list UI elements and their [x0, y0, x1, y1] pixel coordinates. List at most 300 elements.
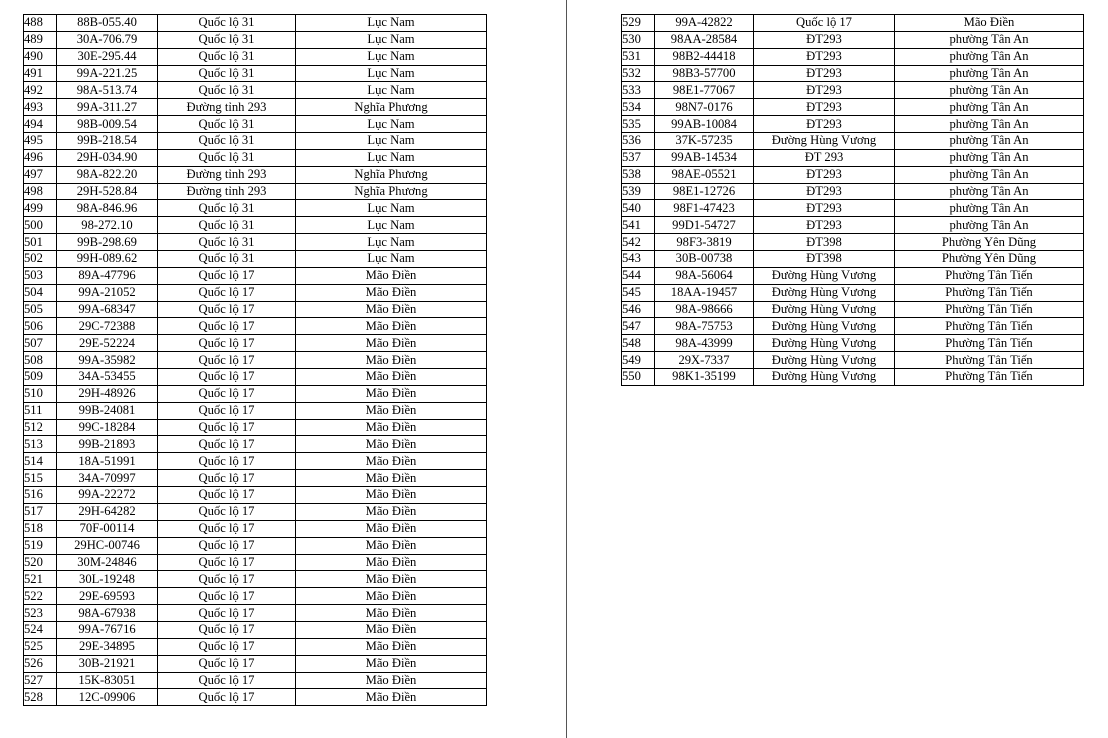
road-name-cell: Quốc lộ 17	[158, 385, 296, 402]
license-plate-cell: 29E-52224	[57, 335, 158, 352]
table-row	[622, 251, 1084, 268]
license-plate-cell: 37K-57235	[655, 133, 754, 150]
location-cell: phường Tân An	[895, 116, 1084, 133]
road-name-cell: Quốc lộ 17	[158, 335, 296, 352]
row-number-cell: 509	[24, 369, 57, 386]
road-name-cell: Quốc lộ 17	[158, 554, 296, 571]
location-cell: Mão Điền	[296, 436, 487, 453]
row-number-cell: 526	[24, 655, 57, 672]
road-name-cell: Quốc lộ 17	[158, 284, 296, 301]
row-number-cell: 534	[622, 99, 655, 116]
row-number-cell: 503	[24, 267, 57, 284]
license-plate-cell: 99A-22272	[57, 487, 158, 504]
location-cell: Mão Điền	[296, 672, 487, 689]
table-row	[24, 133, 487, 150]
location-cell: Mão Điền	[296, 638, 487, 655]
location-cell: Mão Điền	[296, 470, 487, 487]
road-name-cell: ĐT293	[754, 183, 895, 200]
table-row	[622, 166, 1084, 183]
road-name-cell: ĐT398	[754, 234, 895, 251]
road-name-cell: Quốc lộ 17	[158, 487, 296, 504]
license-plate-cell: 29H-034.90	[57, 149, 158, 166]
location-cell: Lục Nam	[296, 133, 487, 150]
road-name-cell: Quốc lộ 17	[158, 588, 296, 605]
table-row	[24, 487, 487, 504]
road-name-cell: ĐT293	[754, 31, 895, 48]
license-plate-cell: 15K-83051	[57, 672, 158, 689]
license-plate-cell: 99A-68347	[57, 301, 158, 318]
location-cell: Mão Điền	[296, 453, 487, 470]
license-plate-cell: 30L-19248	[57, 571, 158, 588]
table-row	[622, 217, 1084, 234]
table-row	[24, 402, 487, 419]
road-name-cell: ĐT 293	[754, 149, 895, 166]
location-cell: Lục Nam	[296, 82, 487, 99]
table-row	[24, 672, 487, 689]
table-row	[622, 65, 1084, 82]
row-number-cell: 493	[24, 99, 57, 116]
license-plate-cell: 88B-055.40	[57, 15, 158, 32]
road-name-cell: Quốc lộ 17	[158, 267, 296, 284]
location-cell: Phường Tân Tiến	[895, 352, 1084, 369]
road-name-cell: Quốc lộ 17	[158, 537, 296, 554]
row-number-cell: 540	[622, 200, 655, 217]
location-cell: Mão Điền	[296, 267, 487, 284]
table-row	[622, 352, 1084, 369]
license-plate-cell: 98B3-57700	[655, 65, 754, 82]
table-row	[24, 284, 487, 301]
location-cell: Mão Điền	[296, 402, 487, 419]
row-number-cell: 522	[24, 588, 57, 605]
table-row	[622, 369, 1084, 386]
row-number-cell: 528	[24, 689, 57, 706]
table-row	[24, 520, 487, 537]
row-number-cell: 491	[24, 65, 57, 82]
row-number-cell: 525	[24, 638, 57, 655]
table-row	[24, 48, 487, 65]
license-plate-cell: 29HC-00746	[57, 537, 158, 554]
table-row	[24, 537, 487, 554]
road-name-cell: Đường Hùng Vương	[754, 335, 895, 352]
row-number-cell: 524	[24, 621, 57, 638]
table-row	[24, 453, 487, 470]
table-row	[622, 48, 1084, 65]
page-divider	[566, 0, 567, 738]
table-row	[622, 183, 1084, 200]
location-cell: Lục Nam	[296, 15, 487, 32]
row-number-cell: 543	[622, 251, 655, 268]
table-row	[24, 82, 487, 99]
table-row	[24, 183, 487, 200]
road-name-cell: Quốc lộ 17	[158, 605, 296, 622]
road-name-cell: Đường Hùng Vương	[754, 369, 895, 386]
road-name-cell: ĐT293	[754, 116, 895, 133]
row-number-cell: 533	[622, 82, 655, 99]
location-cell: Phường Tân Tiến	[895, 301, 1084, 318]
location-cell: Nghĩa Phương	[296, 166, 487, 183]
location-cell: Phường Tân Tiến	[895, 369, 1084, 386]
row-number-cell: 542	[622, 234, 655, 251]
road-name-cell: Quốc lộ 17	[158, 638, 296, 655]
row-number-cell: 502	[24, 251, 57, 268]
table-row	[622, 15, 1084, 32]
road-name-cell: Đường Hùng Vương	[754, 284, 895, 301]
table-row	[24, 352, 487, 369]
location-cell: Nghĩa Phương	[296, 183, 487, 200]
road-name-cell: ĐT293	[754, 217, 895, 234]
row-number-cell: 529	[622, 15, 655, 32]
license-plate-cell: 98A-846.96	[57, 200, 158, 217]
table-row	[622, 234, 1084, 251]
license-plate-cell: 98-272.10	[57, 217, 158, 234]
license-plate-cell: 99B-298.69	[57, 234, 158, 251]
row-number-cell: 490	[24, 48, 57, 65]
road-name-cell: Đường Hùng Vương	[754, 301, 895, 318]
location-cell: Mão Điền	[296, 537, 487, 554]
table-row	[24, 31, 487, 48]
row-number-cell: 539	[622, 183, 655, 200]
road-name-cell: Quốc lộ 17	[158, 352, 296, 369]
table-row	[24, 436, 487, 453]
row-number-cell: 506	[24, 318, 57, 335]
location-cell: Lục Nam	[296, 149, 487, 166]
table-row	[24, 385, 487, 402]
license-plate-cell: 98F3-3819	[655, 234, 754, 251]
road-name-cell: Quốc lộ 31	[158, 251, 296, 268]
location-cell: phường Tân An	[895, 133, 1084, 150]
license-plate-cell: 29E-69593	[57, 588, 158, 605]
location-cell: Mão Điền	[296, 605, 487, 622]
license-plate-cell: 99D1-54727	[655, 217, 754, 234]
license-plate-cell: 30M-24846	[57, 554, 158, 571]
road-name-cell: ĐT293	[754, 82, 895, 99]
location-cell: phường Tân An	[895, 48, 1084, 65]
row-number-cell: 550	[622, 369, 655, 386]
license-plate-cell: 30B-00738	[655, 251, 754, 268]
row-number-cell: 488	[24, 15, 57, 32]
license-plate-cell: 99C-18284	[57, 419, 158, 436]
road-name-cell: Quốc lộ 17	[158, 318, 296, 335]
row-number-cell: 547	[622, 318, 655, 335]
row-number-cell: 501	[24, 234, 57, 251]
row-number-cell: 520	[24, 554, 57, 571]
row-number-cell: 494	[24, 116, 57, 133]
road-name-cell: Quốc lộ 17	[158, 419, 296, 436]
road-name-cell: Quốc lộ 31	[158, 200, 296, 217]
location-cell: Phường Tân Tiến	[895, 284, 1084, 301]
table-row	[622, 31, 1084, 48]
table-row	[24, 234, 487, 251]
violations-table-left	[23, 14, 487, 706]
row-number-cell: 499	[24, 200, 57, 217]
violations-table-right	[621, 14, 1084, 386]
license-plate-cell: 99B-21893	[57, 436, 158, 453]
license-plate-cell: 98A-98666	[655, 301, 754, 318]
table-row	[622, 284, 1084, 301]
license-plate-cell: 99B-24081	[57, 402, 158, 419]
location-cell: phường Tân An	[895, 200, 1084, 217]
row-number-cell: 545	[622, 284, 655, 301]
table-row	[24, 251, 487, 268]
license-plate-cell: 98F1-47423	[655, 200, 754, 217]
location-cell: phường Tân An	[895, 31, 1084, 48]
license-plate-cell: 99A-76716	[57, 621, 158, 638]
location-cell: Mão Điền	[296, 335, 487, 352]
table-row	[24, 638, 487, 655]
license-plate-cell: 98A-822.20	[57, 166, 158, 183]
location-cell: Mão Điền	[296, 301, 487, 318]
road-name-cell: Đường tỉnh 293	[158, 183, 296, 200]
road-name-cell: Quốc lộ 31	[158, 217, 296, 234]
table-row	[24, 419, 487, 436]
license-plate-cell: 99A-21052	[57, 284, 158, 301]
row-number-cell: 489	[24, 31, 57, 48]
row-number-cell: 504	[24, 284, 57, 301]
location-cell: Mão Điền	[296, 655, 487, 672]
table-row	[24, 621, 487, 638]
row-number-cell: 519	[24, 537, 57, 554]
location-cell: Lục Nam	[296, 31, 487, 48]
road-name-cell: Quốc lộ 17	[158, 453, 296, 470]
location-cell: phường Tân An	[895, 166, 1084, 183]
row-number-cell: 505	[24, 301, 57, 318]
table-row	[24, 655, 487, 672]
license-plate-cell: 30E-295.44	[57, 48, 158, 65]
location-cell: Lục Nam	[296, 251, 487, 268]
road-name-cell: Quốc lộ 17	[158, 520, 296, 537]
table-row	[24, 217, 487, 234]
license-plate-cell: 99A-221.25	[57, 65, 158, 82]
row-number-cell: 511	[24, 402, 57, 419]
license-plate-cell: 98E1-77067	[655, 82, 754, 99]
table-row	[24, 605, 487, 622]
table-row	[622, 116, 1084, 133]
table-row	[24, 65, 487, 82]
location-cell: Mão Điền	[296, 318, 487, 335]
table-row	[24, 689, 487, 706]
location-cell: Mão Điền	[296, 385, 487, 402]
license-plate-cell: 98A-56064	[655, 267, 754, 284]
table-row	[24, 470, 487, 487]
row-number-cell: 536	[622, 133, 655, 150]
road-name-cell: ĐT293	[754, 99, 895, 116]
location-cell: Mão Điền	[296, 520, 487, 537]
location-cell: Mão Điền	[296, 369, 487, 386]
row-number-cell: 546	[622, 301, 655, 318]
table-row	[24, 554, 487, 571]
license-plate-cell: 89A-47796	[57, 267, 158, 284]
road-name-cell: Quốc lộ 31	[158, 48, 296, 65]
road-name-cell: Quốc lộ 17	[158, 402, 296, 419]
table-row	[24, 200, 487, 217]
row-number-cell: 516	[24, 487, 57, 504]
road-name-cell: Đường tỉnh 293	[158, 166, 296, 183]
row-number-cell: 541	[622, 217, 655, 234]
location-cell: Lục Nam	[296, 217, 487, 234]
license-plate-cell: 98A-67938	[57, 605, 158, 622]
location-cell: Mão Điền	[296, 554, 487, 571]
license-plate-cell: 34A-70997	[57, 470, 158, 487]
table-row	[622, 133, 1084, 150]
license-plate-cell: 29E-34895	[57, 638, 158, 655]
row-number-cell: 537	[622, 149, 655, 166]
table-row	[24, 503, 487, 520]
row-number-cell: 496	[24, 149, 57, 166]
road-name-cell: Đường Hùng Vương	[754, 267, 895, 284]
row-number-cell: 495	[24, 133, 57, 150]
row-number-cell: 538	[622, 166, 655, 183]
road-name-cell: Quốc lộ 17	[158, 301, 296, 318]
location-cell: Mão Điền	[296, 588, 487, 605]
road-name-cell: ĐT293	[754, 166, 895, 183]
road-name-cell: Quốc lộ 17	[158, 689, 296, 706]
row-number-cell: 492	[24, 82, 57, 99]
license-plate-cell: 98A-43999	[655, 335, 754, 352]
location-cell: Phường Yên Dũng	[895, 234, 1084, 251]
row-number-cell: 544	[622, 267, 655, 284]
table-row	[622, 267, 1084, 284]
license-plate-cell: 99A-311.27	[57, 99, 158, 116]
location-cell: Mão Điền	[296, 571, 487, 588]
license-plate-cell: 98E1-12726	[655, 183, 754, 200]
road-name-cell: Quốc lộ 31	[158, 82, 296, 99]
row-number-cell: 512	[24, 419, 57, 436]
road-name-cell: Đường Hùng Vương	[754, 133, 895, 150]
location-cell: Mão Điền	[296, 487, 487, 504]
row-number-cell: 508	[24, 352, 57, 369]
location-cell: Mão Điền	[895, 15, 1084, 32]
road-name-cell: Quốc lộ 31	[158, 234, 296, 251]
table-row	[622, 99, 1084, 116]
road-name-cell: Quốc lộ 17	[158, 369, 296, 386]
location-cell: Mão Điền	[296, 621, 487, 638]
license-plate-cell: 12C-09906	[57, 689, 158, 706]
row-number-cell: 498	[24, 183, 57, 200]
road-name-cell: ĐT293	[754, 65, 895, 82]
road-name-cell: Đường Hùng Vương	[754, 352, 895, 369]
table-row	[622, 301, 1084, 318]
location-cell: Mão Điền	[296, 689, 487, 706]
license-plate-cell: 98B-009.54	[57, 116, 158, 133]
road-name-cell: Quốc lộ 31	[158, 65, 296, 82]
location-cell: Lục Nam	[296, 116, 487, 133]
location-cell: Mão Điền	[296, 503, 487, 520]
table-row	[24, 369, 487, 386]
location-cell: phường Tân An	[895, 99, 1084, 116]
row-number-cell: 548	[622, 335, 655, 352]
row-number-cell: 510	[24, 385, 57, 402]
location-cell: Phường Tân Tiến	[895, 267, 1084, 284]
table-row	[24, 301, 487, 318]
row-number-cell: 549	[622, 352, 655, 369]
table-row	[622, 335, 1084, 352]
location-cell: Lục Nam	[296, 48, 487, 65]
row-number-cell: 513	[24, 436, 57, 453]
license-plate-cell: 98A-75753	[655, 318, 754, 335]
license-plate-cell: 29H-528.84	[57, 183, 158, 200]
road-name-cell: Quốc lộ 31	[158, 149, 296, 166]
license-plate-cell: 98AA-28584	[655, 31, 754, 48]
license-plate-cell: 29H-64282	[57, 503, 158, 520]
road-name-cell: Quốc lộ 17	[158, 621, 296, 638]
table-row	[24, 588, 487, 605]
location-cell: Lục Nam	[296, 65, 487, 82]
license-plate-cell: 99A-42822	[655, 15, 754, 32]
location-cell: Mão Điền	[296, 352, 487, 369]
table-row	[622, 82, 1084, 99]
road-name-cell: ĐT293	[754, 48, 895, 65]
location-cell: phường Tân An	[895, 217, 1084, 234]
row-number-cell: 517	[24, 503, 57, 520]
row-number-cell: 523	[24, 605, 57, 622]
row-number-cell: 521	[24, 571, 57, 588]
table-row	[622, 200, 1084, 217]
location-cell: Phường Yên Dũng	[895, 251, 1084, 268]
table-row	[24, 116, 487, 133]
table-row	[24, 166, 487, 183]
license-plate-cell: 99B-218.54	[57, 133, 158, 150]
row-number-cell: 518	[24, 520, 57, 537]
table-row	[622, 318, 1084, 335]
table-row	[24, 318, 487, 335]
table-row	[24, 15, 487, 32]
road-name-cell: Quốc lộ 31	[158, 15, 296, 32]
license-plate-cell: 29C-72388	[57, 318, 158, 335]
road-name-cell: ĐT398	[754, 251, 895, 268]
license-plate-cell: 98A-513.74	[57, 82, 158, 99]
row-number-cell: 527	[24, 672, 57, 689]
table-row	[24, 267, 487, 284]
license-plate-cell: 29X-7337	[655, 352, 754, 369]
road-name-cell: Đường Hùng Vương	[754, 318, 895, 335]
table-row	[24, 149, 487, 166]
license-plate-cell: 98AE-05521	[655, 166, 754, 183]
row-number-cell: 530	[622, 31, 655, 48]
license-plate-cell: 30B-21921	[57, 655, 158, 672]
road-name-cell: Quốc lộ 31	[158, 133, 296, 150]
row-number-cell: 531	[622, 48, 655, 65]
license-plate-cell: 98K1-35199	[655, 369, 754, 386]
location-cell: phường Tân An	[895, 65, 1084, 82]
road-name-cell: Quốc lộ 17	[754, 15, 895, 32]
table-row	[24, 571, 487, 588]
license-plate-cell: 98B2-44418	[655, 48, 754, 65]
license-plate-cell: 99H-089.62	[57, 251, 158, 268]
row-number-cell: 514	[24, 453, 57, 470]
location-cell: phường Tân An	[895, 149, 1084, 166]
license-plate-cell: 18AA-19457	[655, 284, 754, 301]
road-name-cell: Quốc lộ 17	[158, 655, 296, 672]
road-name-cell: Quốc lộ 31	[158, 116, 296, 133]
table-row	[24, 335, 487, 352]
license-plate-cell: 70F-00114	[57, 520, 158, 537]
road-name-cell: Quốc lộ 31	[158, 31, 296, 48]
row-number-cell: 500	[24, 217, 57, 234]
location-cell: Mão Điền	[296, 419, 487, 436]
location-cell: Nghĩa Phương	[296, 99, 487, 116]
license-plate-cell: 98N7-0176	[655, 99, 754, 116]
location-cell: Phường Tân Tiến	[895, 318, 1084, 335]
license-plate-cell: 18A-51991	[57, 453, 158, 470]
table-row	[622, 149, 1084, 166]
license-plate-cell: 34A-53455	[57, 369, 158, 386]
license-plate-cell: 30A-706.79	[57, 31, 158, 48]
road-name-cell: Đường tỉnh 293	[158, 99, 296, 116]
location-cell: Lục Nam	[296, 234, 487, 251]
license-plate-cell: 99AB-10084	[655, 116, 754, 133]
location-cell: Lục Nam	[296, 200, 487, 217]
road-name-cell: ĐT293	[754, 200, 895, 217]
